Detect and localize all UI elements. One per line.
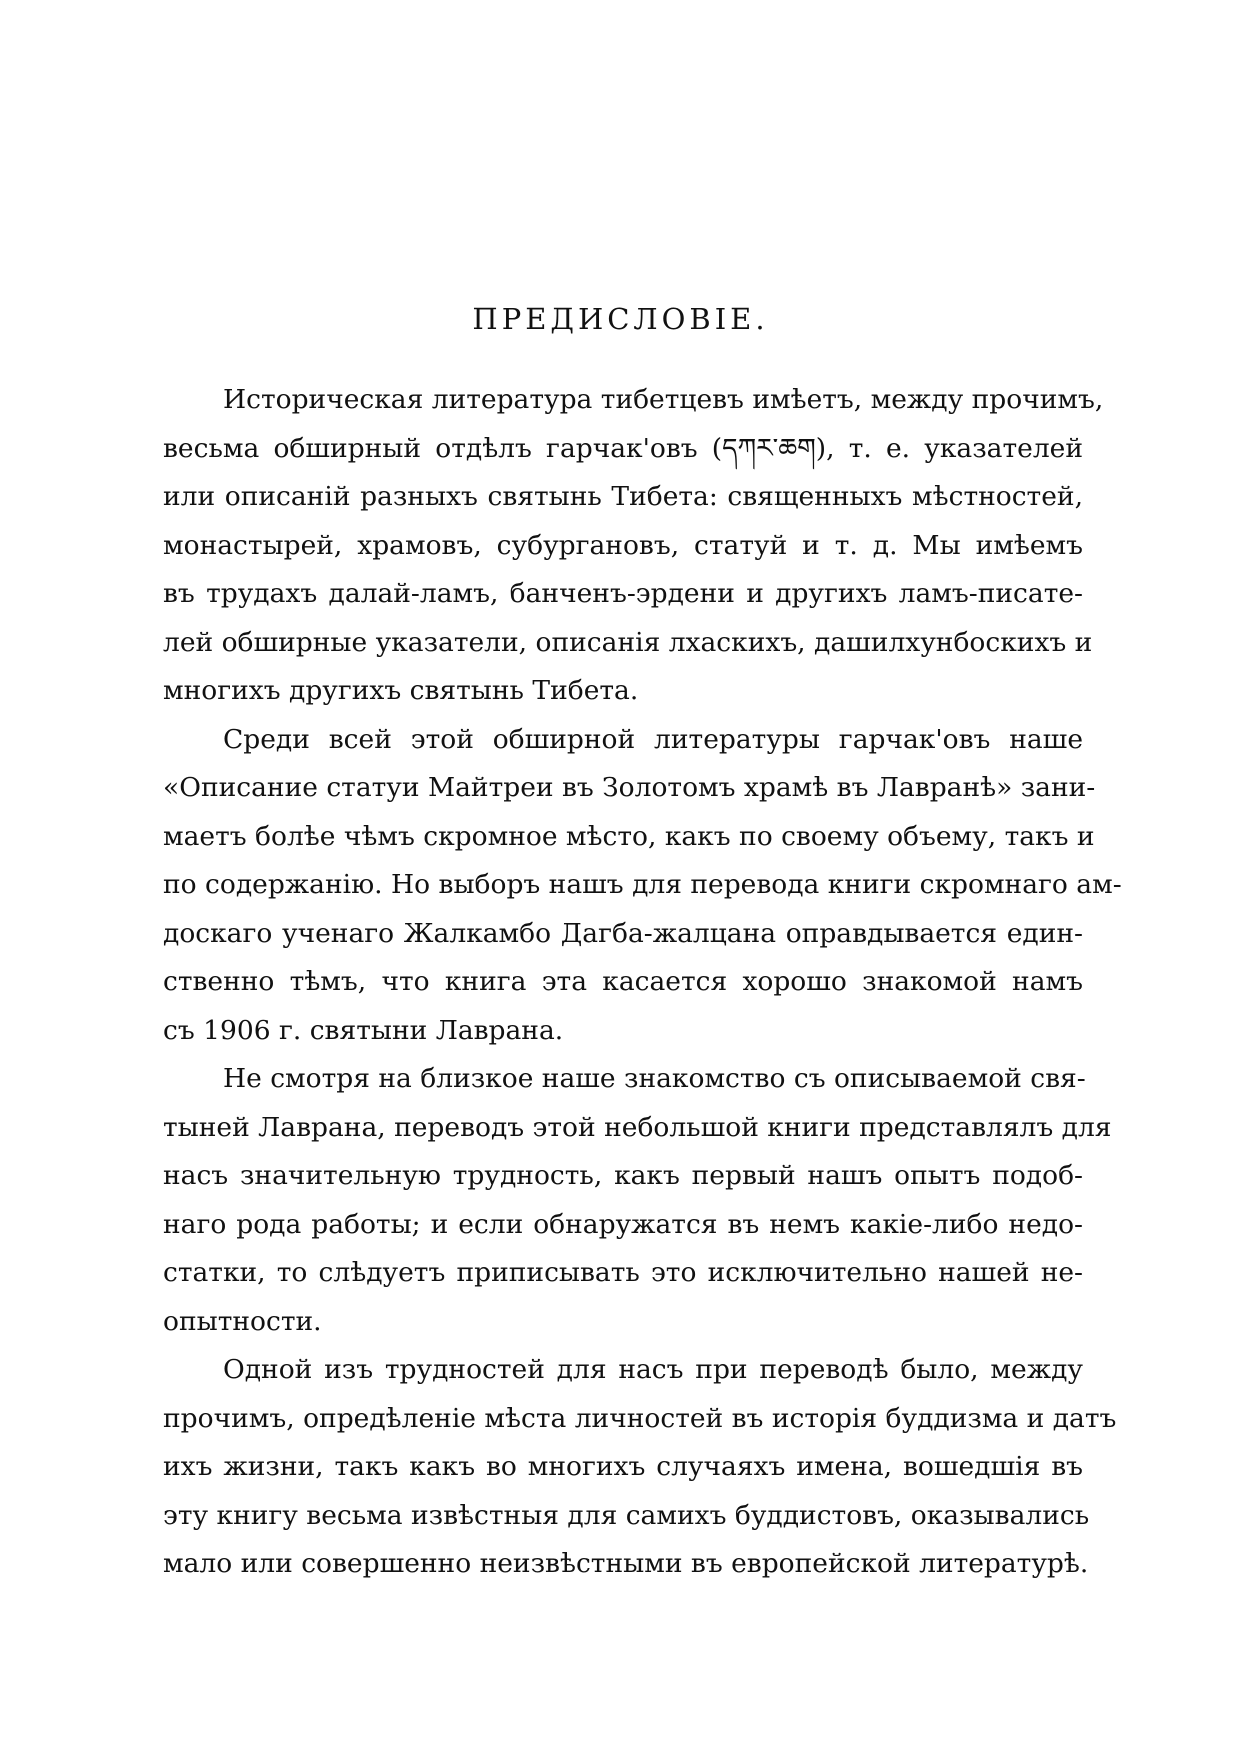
- text-line: эту книгу весьма извѣстныя для самихъ буддистовъ, оказывались: [163, 1499, 1090, 1531]
- text-line: мало или совершенно неизвѣстными въ европейской литературѣ.: [163, 1548, 1089, 1579]
- page-title: ПРЕДИСЛОВІЕ.: [472, 302, 769, 336]
- text-line: прочимъ, опредѣленіе мѣста личностей въ исторія буддизма и датъ: [163, 1402, 1117, 1434]
- paragraph-3: [163, 1055, 1112, 1346]
- text-line: Не смотря на близкое наше знакомство съ описываемой свя-: [223, 1063, 1086, 1094]
- text-line: доскаго ученаго Жалкамбо Дагба-жалцана оправдывается един-: [163, 917, 1083, 949]
- text-line: опытности.: [163, 1305, 322, 1337]
- text-line: весьма обширный отдѣлъ гарчак'овъ (དཀར་ཆག), т. е. указателей: [163, 432, 1083, 464]
- text-line: съ 1906 г. святыни Лаврана.: [163, 1014, 564, 1046]
- text-line: многихъ другихъ святынь Тибета.: [163, 675, 639, 706]
- text-line: или описаній разныхъ святынь Тибета: священныхъ мѣстностей,: [163, 481, 1083, 512]
- text-line: маетъ болѣе чѣмъ скромное мѣсто, какъ по своему объему, такъ и: [163, 820, 1095, 852]
- text-line: насъ значительную трудность, какъ первый нашъ опытъ подоб-: [163, 1160, 1083, 1191]
- paragraph-1: [163, 376, 1104, 716]
- text-line: ственно тѣмъ, что книга эта касается хорошо знакомой намъ: [163, 966, 1083, 997]
- paragraph-4: [163, 1346, 1117, 1589]
- text-line: ихъ жизни, такъ какъ во многихъ случаяхъ имена, вошедшія въ: [163, 1451, 1083, 1482]
- text-line: лей обширные указатели, описанія лхаскихъ, дашилхунбоскихъ и: [163, 626, 1093, 658]
- text-line: Историческая литература тибетцевъ имѣетъ, между прочимъ,: [223, 384, 1104, 415]
- text-line: тыней Лаврана, переводъ этой небольшой книги представлялъ для: [163, 1111, 1112, 1143]
- text-line: наго рода работы; и если обнаружатся въ немъ какіе-либо недо-: [163, 1208, 1083, 1240]
- text-line: Среди всей этой обширной литературы гарчак'овъ наше: [223, 723, 1083, 755]
- text-line: въ трудахъ далай-ламъ, банченъ-эрдени и другихъ ламъ-писате-: [163, 578, 1083, 609]
- text-line: статки, то слѣдуетъ приписывать это исключительно нашей не-: [163, 1257, 1083, 1288]
- text-line: Одной изъ трудностей для насъ при переводѣ было, между: [223, 1354, 1083, 1385]
- text-line: монастырей, храмовъ, субургановъ, статуй и т. д. Мы имѣемъ: [163, 529, 1083, 561]
- paragraph-2: [163, 716, 1122, 1056]
- body-text: [163, 376, 1122, 1589]
- text-line: «Описание статуи Майтреи въ Золотомъ храмѣ въ Лавранѣ» зани-: [163, 772, 1096, 803]
- text-line: по содержанію. Но выборъ нашъ для перевода книги скромнаго ам-: [163, 869, 1122, 900]
